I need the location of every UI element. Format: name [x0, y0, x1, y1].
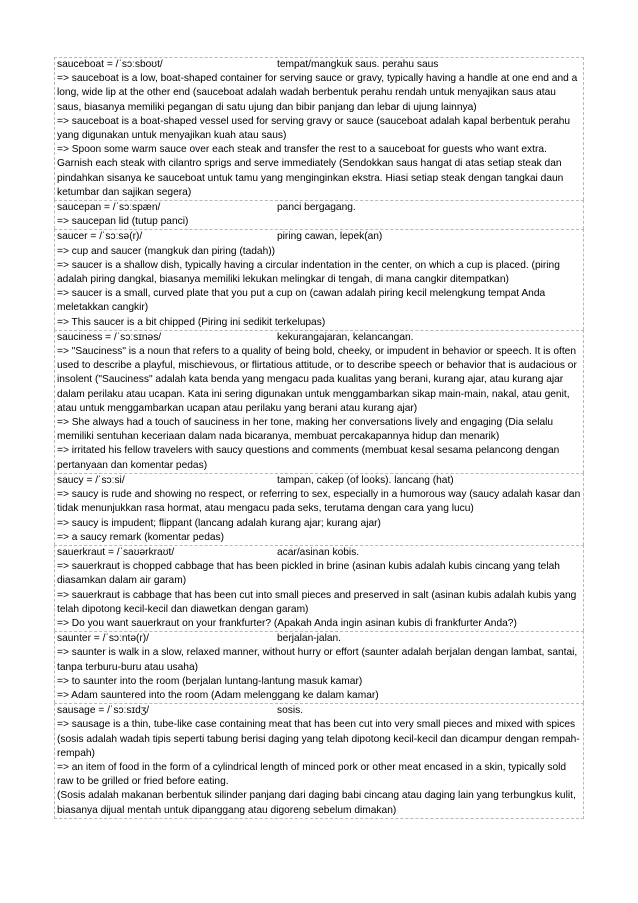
entry-line: => saucy is impudent; flippant (lancang adalah kurang ajar; kurang ajar)	[57, 517, 381, 529]
entry-term: sauciness = /ˈsɔːsɪnəs/	[57, 331, 162, 343]
entry-line: => sauceboat is a boat-shaped vessel used for serving gravy or sauce (sauceboat adalah kapal berbentuk perahu yang digunakan untuk menyajikan kuah atau saus)	[57, 115, 571, 142]
entry-sauciness	[54, 330, 584, 473]
entry-gloss: sosis.	[277, 705, 304, 717]
entry-line: => "Sauciness" is a noun that refers to a quality of being bold, cheeky, or impudent in behavior or speech. It is often used to describe a playful, mischievous, or flirtatious attitude, or to describe speech or behavior that is audacious or insolent ("Sauciness" adalah kata benda yang mengacu pada kualitas yang berani, kurang ajar, atau kurang ajar dalam perilaku atau ucapan. Kata ini sering digunakan untuk menggambarkan sikap main-main, nakal, atau genit, atau untuk menggambarkan ucapan atau perilaku yang berani atau kurang ajar)	[57, 346, 577, 414]
entry-line: => irritated his fellow travelers with saucy questions and comments (membuat kesal sesama pelancong dengan pertanyaan dan komentar pedas)	[57, 445, 560, 471]
entry-line: => Spoon some warm sauce over each steak and transfer the rest to a sauceboat for guests who want extra. Garnish each steak with cilantro sprigs and serve immediately (Sendokkan saus hangat di atas setiap steak dan pindahkan sisanya ke sauceboat untuk tamu yang menginginkan ekstra. Hiasi setiap steak dengan tangkai daun ketumbar dan sajikan segera)	[57, 144, 564, 198]
entry-saucy	[54, 473, 584, 545]
entry-head	[57, 58, 581, 72]
entry-head	[57, 546, 581, 560]
entry-line: => a saucy remark (komentar pedas)	[57, 531, 225, 543]
entry-head	[57, 201, 581, 215]
entry-line: => saucer is a shallow dish, typically having a circular indentation in the center, on which a cup is placed. (piring adalah piring dangkal, biasanya memiliki lekukan melingkar di tengah, di mana cangkir ditempatkan)	[57, 259, 560, 286]
entry-term: sauerkraut = /ˈsaʊərkraʊt/	[57, 546, 175, 558]
entry-line: => saunter is walk in a slow, relaxed manner, without hurry or effort (saunter adalah berjalan dengan lambat, santai, tanpa terburu-buru atau usaha)	[57, 647, 578, 673]
entry-gloss: piring cawan, lepek(an)	[277, 231, 383, 243]
entry-head	[57, 230, 581, 244]
entry-saunter	[54, 631, 584, 703]
entry-gloss: tempat/mangkuk saus. perahu saus	[277, 59, 439, 70]
entry-line: => saucy is rude and showing no respect, or referring to sex, especially in a humorous way (saucy adalah kasar dan tidak menunjukkan rasa hormat, atau mengacu pada seks, terutama dengan cara yang lucu)	[57, 489, 581, 515]
entry-line: => an item of food in the form of a cylindrical length of minced pork or other meat encased in a skin, typically sold raw to be grilled or fried before eating.	[57, 761, 567, 788]
entry-line: => Do you want sauerkraut on your frankfurter? (Apakah Anda ingin asinan kubis di frankfurter Anda?)	[57, 617, 517, 629]
entry-saucer	[54, 229, 584, 329]
entry-line: => sausage is a thin, tube-like case containing meat that has been cut into very small pieces and mixed with spices (sosis adalah wadah tipis seperti tabung berisi daging yang telah dipotong kecil-kecil dan dicampur dengan rempah-rempah)	[57, 719, 580, 759]
entry-line: => Adam sauntered into the room (Adam melenggang ke dalam kamar)	[57, 689, 379, 701]
entry-head	[57, 632, 581, 646]
entry-line: => to saunter into the room (berjalan luntang-lantung masuk kamar)	[57, 675, 363, 687]
dictionary-page	[54, 57, 584, 819]
entry-line: => cup and saucer (mangkuk dan piring (tadah))	[57, 245, 276, 257]
entry-gloss: tampan, cakep (of looks). lancang (hat)	[277, 474, 454, 486]
entry-term: saucy = /ˈsɔːsi/	[57, 474, 125, 486]
entry-saucepan	[54, 200, 584, 229]
entry-line: => saucer is a small, curved plate that you put a cup on (cawan adalah piring kecil melengkung tempat Anda meletakkan cangkir)	[57, 288, 546, 314]
entry-term: saucer = /ˈsɔːsə(r)/	[57, 231, 143, 243]
entry-line: => sauerkraut is chopped cabbage that has been pickled in brine (asinan kubis adalah kubis cincang yang telah diasamkan dalam air garam)	[57, 561, 560, 587]
entry-gloss: acar/asinan kobis.	[277, 546, 360, 558]
entry-sauceboat	[54, 57, 584, 200]
entry-sauerkraut	[54, 545, 584, 631]
entry-line: => This saucer is a bit chipped (Piring ini sedikit terkelupas)	[57, 316, 326, 328]
entry-line: (Sosis adalah makanan berbentuk silinder panjang dari daging babi cincang atau daging lain yang terbungkus kulit, biasanya dijual mentah untuk dipanggang atau digoreng sebelum dimakan)	[57, 790, 576, 816]
entry-gloss: kekurangajaran, kelancangan.	[277, 331, 414, 343]
entry-head	[57, 704, 581, 718]
entry-term: sauceboat = /ˈsɔːsboʊt/	[57, 59, 163, 70]
entry-line: => She always had a touch of sauciness in her tone, making her conversations lively and engaging (Dia selalu memiliki sentuhan keceriaan dalam nada bicaranya, membuat percakapannya hidup dan menarik)	[57, 417, 554, 443]
entry-head	[57, 331, 581, 345]
entry-term: sausage = /ˈsɔːsɪdʒ/	[57, 705, 150, 717]
entry-sausage	[54, 703, 584, 819]
entry-line: => saucepan lid (tutup panci)	[57, 216, 189, 228]
entry-gloss: panci bergagang.	[277, 202, 356, 214]
entry-line: => sauerkraut is cabbage that has been cut into small pieces and preserved in salt (asinan kubis adalah kubis yang telah dipotong kecil-kecil dan diawetkan dengan garam)	[57, 589, 577, 615]
entry-head	[57, 474, 581, 488]
entry-line: => sauceboat is a low, boat-shaped container for serving sauce or gravy, typically having a handle at one end and a long, wide lip at the other end (sauceboat adalah wadah berbentuk perahu rendah untuk menyajikan saus atau saus, biasanya memiliki pegangan di satu ujung dan bibir panjang dan lebar di ujung lainnya)	[57, 73, 578, 113]
entry-term: saucepan = /ˈsɔːspæn/	[57, 202, 161, 214]
entry-gloss: berjalan-jalan.	[277, 633, 341, 645]
entry-term: saunter = /ˈsɔːntə(r)/	[57, 633, 150, 645]
